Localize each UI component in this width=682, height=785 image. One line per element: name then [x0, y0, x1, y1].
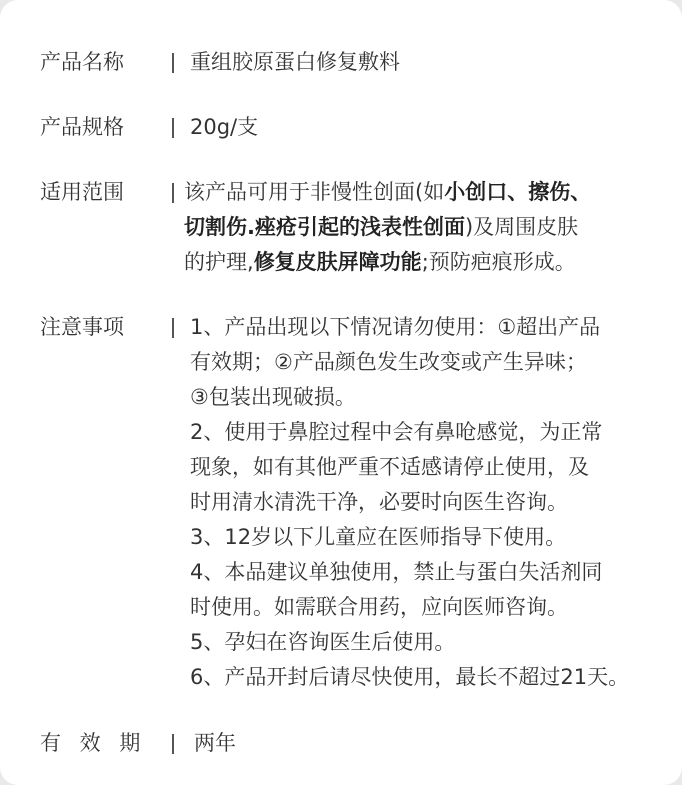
- precautions-label: 注意事项: [40, 315, 124, 339]
- precaution-line: 时用清水清洗干净，必要时向医生咨询。: [190, 490, 568, 514]
- product-spec-value: 20g/支: [190, 115, 259, 139]
- product-name-value: 重组胶原蛋白修复敷料: [190, 50, 400, 74]
- product-spec-label: 产品规格: [40, 115, 124, 139]
- scope-bold-text: 切割伤.痤疮引起的浅表性创面: [184, 215, 465, 239]
- scope-label: 适用范围: [40, 180, 124, 204]
- scope-text: )及周围皮肤: [464, 215, 579, 239]
- separator: [172, 183, 174, 203]
- precaution-line: ③包装出现破损。: [190, 385, 356, 409]
- precaution-line: 6、产品开封后请尽快使用，最长不超过21天。: [190, 665, 630, 689]
- expiry-label: 有 效 期: [40, 731, 147, 755]
- precaution-line: 现象，如有其他严重不适感请停止使用，及: [190, 455, 589, 479]
- scope-value: [184, 175, 591, 280]
- precaution-line: 2、使用于鼻腔过程中会有鼻呛感觉，为正常: [190, 420, 603, 444]
- precaution-line: 5、孕妇在咨询医生后使用。: [190, 630, 456, 654]
- product-name-label: 产品名称: [40, 50, 124, 74]
- precaution-line: 1、产品出现以下情况请勿使用：①超出产品: [190, 315, 601, 339]
- precaution-line: 有效期；②产品颜色发生改变或产生异味；: [190, 350, 587, 374]
- scope-line: [184, 175, 591, 210]
- precaution-line: 4、本品建议单独使用，禁止与蛋白失活剂同: [190, 560, 603, 584]
- separator: [172, 118, 174, 138]
- precaution-line: 3、12岁以下儿童应在医师指导下使用。: [190, 525, 567, 549]
- separator: [172, 318, 174, 338]
- scope-line: [184, 210, 591, 245]
- scope-line: [184, 245, 591, 280]
- precautions-list: [190, 310, 629, 695]
- scope-bold-text: 修复皮肤屏障功能: [253, 250, 422, 274]
- expiry-value: 两年: [194, 731, 236, 755]
- scope-text: ;预防疤痕形成。: [421, 250, 576, 274]
- separator: [172, 734, 174, 754]
- separator: [172, 53, 174, 73]
- scope-text: 该产品可用于非慢性创面(如: [184, 180, 445, 204]
- scope-text: 的护理,: [184, 250, 254, 274]
- scope-bold-text: 小创口、擦伤、: [444, 180, 592, 204]
- precaution-line: 时使用。如需联合用药，应向医师咨询。: [190, 595, 568, 619]
